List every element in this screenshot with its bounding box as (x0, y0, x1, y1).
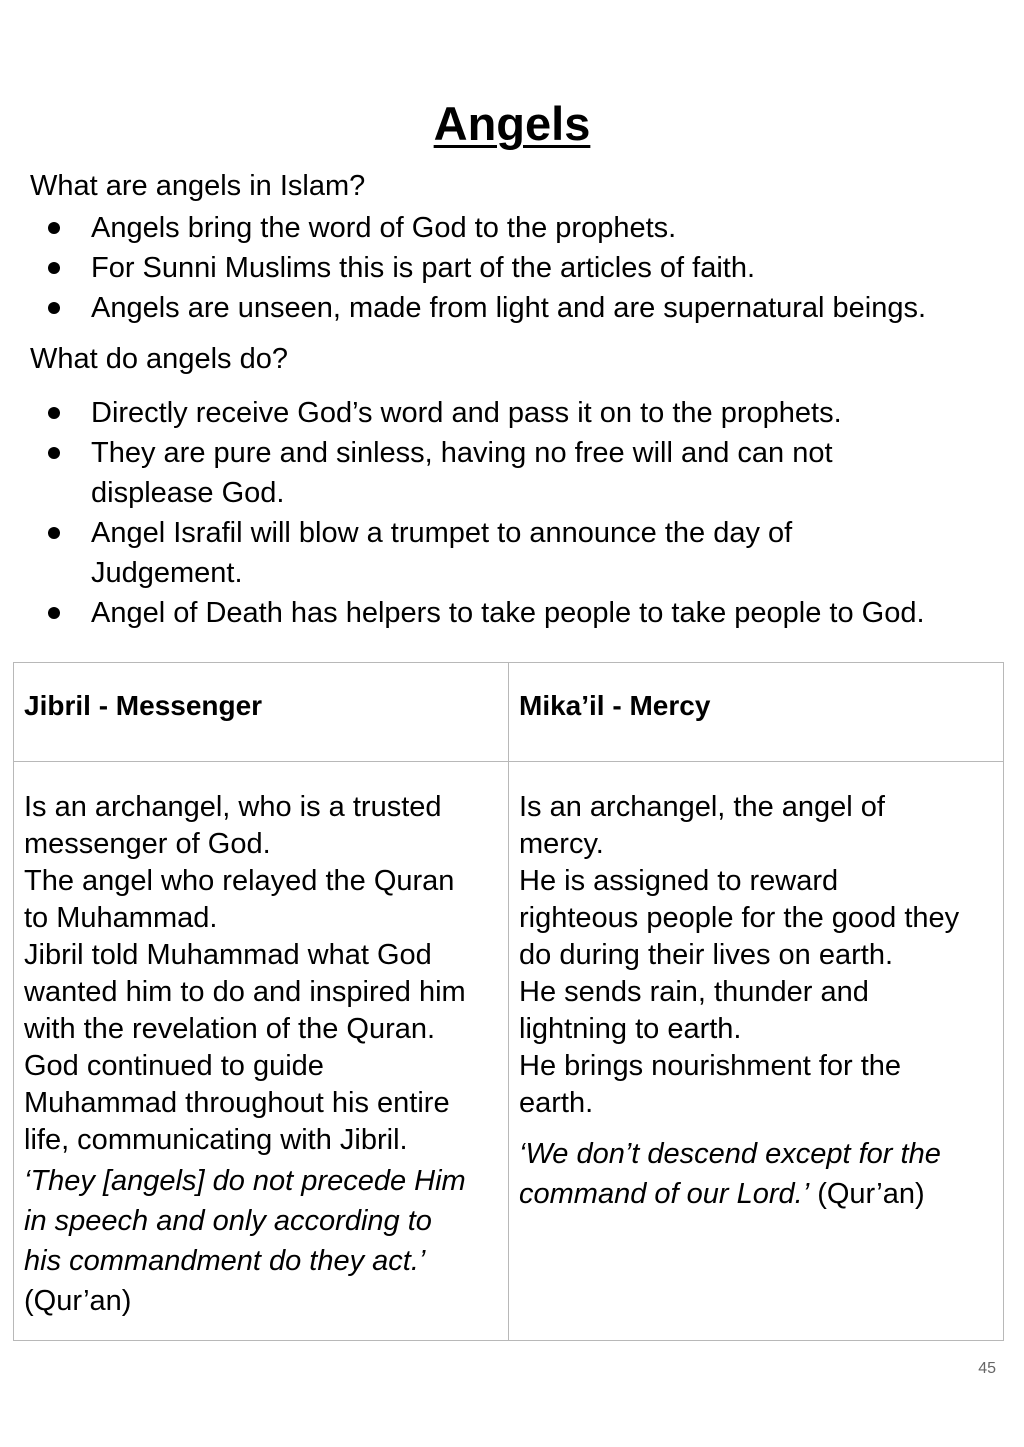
list-item (0, 433, 1010, 513)
text-line: earth. (519, 1087, 594, 1119)
text-line: He sends rain, thunder and (519, 976, 869, 1008)
quote-line: ‘They [angels] do not precede Him (24, 1165, 466, 1197)
text-line: Is an archangel, who is a trusted (24, 791, 442, 823)
table-header-cell-jibril (14, 663, 509, 762)
bullet-icon (48, 607, 60, 619)
mikail-description-cell (509, 762, 1004, 1341)
text-line: Jibril told Muhammad what God (24, 939, 432, 971)
list-item (0, 248, 1010, 288)
mikail-quote (519, 1134, 993, 1214)
list-item-text: Directly receive God’s word and pass it on to the prophets. (91, 397, 842, 429)
mikail-header: Mika’il - Mercy (519, 690, 711, 721)
list-item (0, 513, 1010, 593)
text-line: Is an archangel, the angel of (519, 791, 885, 823)
list-item-text: For Sunni Muslims this is part of the articles of faith. (91, 252, 756, 284)
bullet-icon (48, 407, 60, 419)
angels-table (13, 662, 1004, 1341)
text-line: with the revelation of the Quran. (24, 1013, 436, 1045)
bullet-icon (48, 527, 60, 539)
quote-source: (Qur’an) (24, 1285, 132, 1317)
list-item (0, 593, 1010, 633)
list-item-text: Angel of Death has helpers to take people to take people to God. (91, 597, 925, 629)
question-what-do-angels-do: What do angels do? (30, 343, 288, 375)
list-item-text: Angel Israfil will blow a trumpet to announce the day of Judgement. (91, 517, 793, 589)
quote-line: his commandment do they act.’ (24, 1245, 426, 1277)
text-line: He brings nourishment for the (519, 1050, 902, 1082)
jibril-description-cell (14, 762, 509, 1341)
question-what-are-angels: What are angels in Islam? (30, 170, 366, 202)
quote-line: command of our Lord.’ (Qur’an) (519, 1178, 925, 1210)
jibril-description (24, 789, 498, 1159)
text-line: to Muhammad. (24, 902, 218, 934)
text-line: messenger of God. (24, 828, 271, 860)
text-line: do during their lives on earth. (519, 939, 893, 971)
quote-line: ‘We don’t descend except for the (519, 1138, 941, 1170)
jibril-header: Jibril - Messenger (24, 690, 263, 721)
text-line: life, communicating with Jibril. (24, 1124, 408, 1156)
bullet-list-what-do-angels-do (0, 393, 1010, 633)
text-line: lightning to earth. (519, 1013, 742, 1045)
page-number: 45 (978, 1360, 996, 1377)
text-line: righteous people for the good they (519, 902, 960, 934)
bullet-list-what-are-angels (0, 208, 1010, 328)
list-item (0, 208, 1010, 248)
page-title: Angels (433, 97, 591, 150)
list-item-text: Angels are unseen, made from light and are supernatural beings. (91, 292, 927, 324)
list-item (0, 288, 1010, 328)
text-line: Muhammad throughout his entire (24, 1087, 450, 1119)
bullet-icon (48, 447, 60, 459)
list-item-text: They are pure and sinless, having no free will and can not displease God. (91, 437, 833, 509)
text-line: God continued to guide (24, 1050, 324, 1082)
bullet-icon (48, 302, 60, 314)
bullet-icon (48, 222, 60, 234)
list-item (0, 393, 1010, 433)
quote-line: in speech and only according to (24, 1205, 432, 1237)
quote-source: (Qur’an) (817, 1178, 925, 1210)
bullet-icon (48, 262, 60, 274)
list-item-text: Angels bring the word of God to the prophets. (91, 212, 677, 244)
text-line: The angel who relayed the Quran (24, 865, 455, 897)
text-line: mercy. (519, 828, 604, 860)
text-line: He is assigned to reward (519, 865, 839, 897)
mikail-description (519, 789, 993, 1122)
text-line: wanted him to do and inspired him (24, 976, 466, 1008)
table-header-cell-mikail (509, 663, 1004, 762)
jibril-quote (24, 1161, 498, 1321)
